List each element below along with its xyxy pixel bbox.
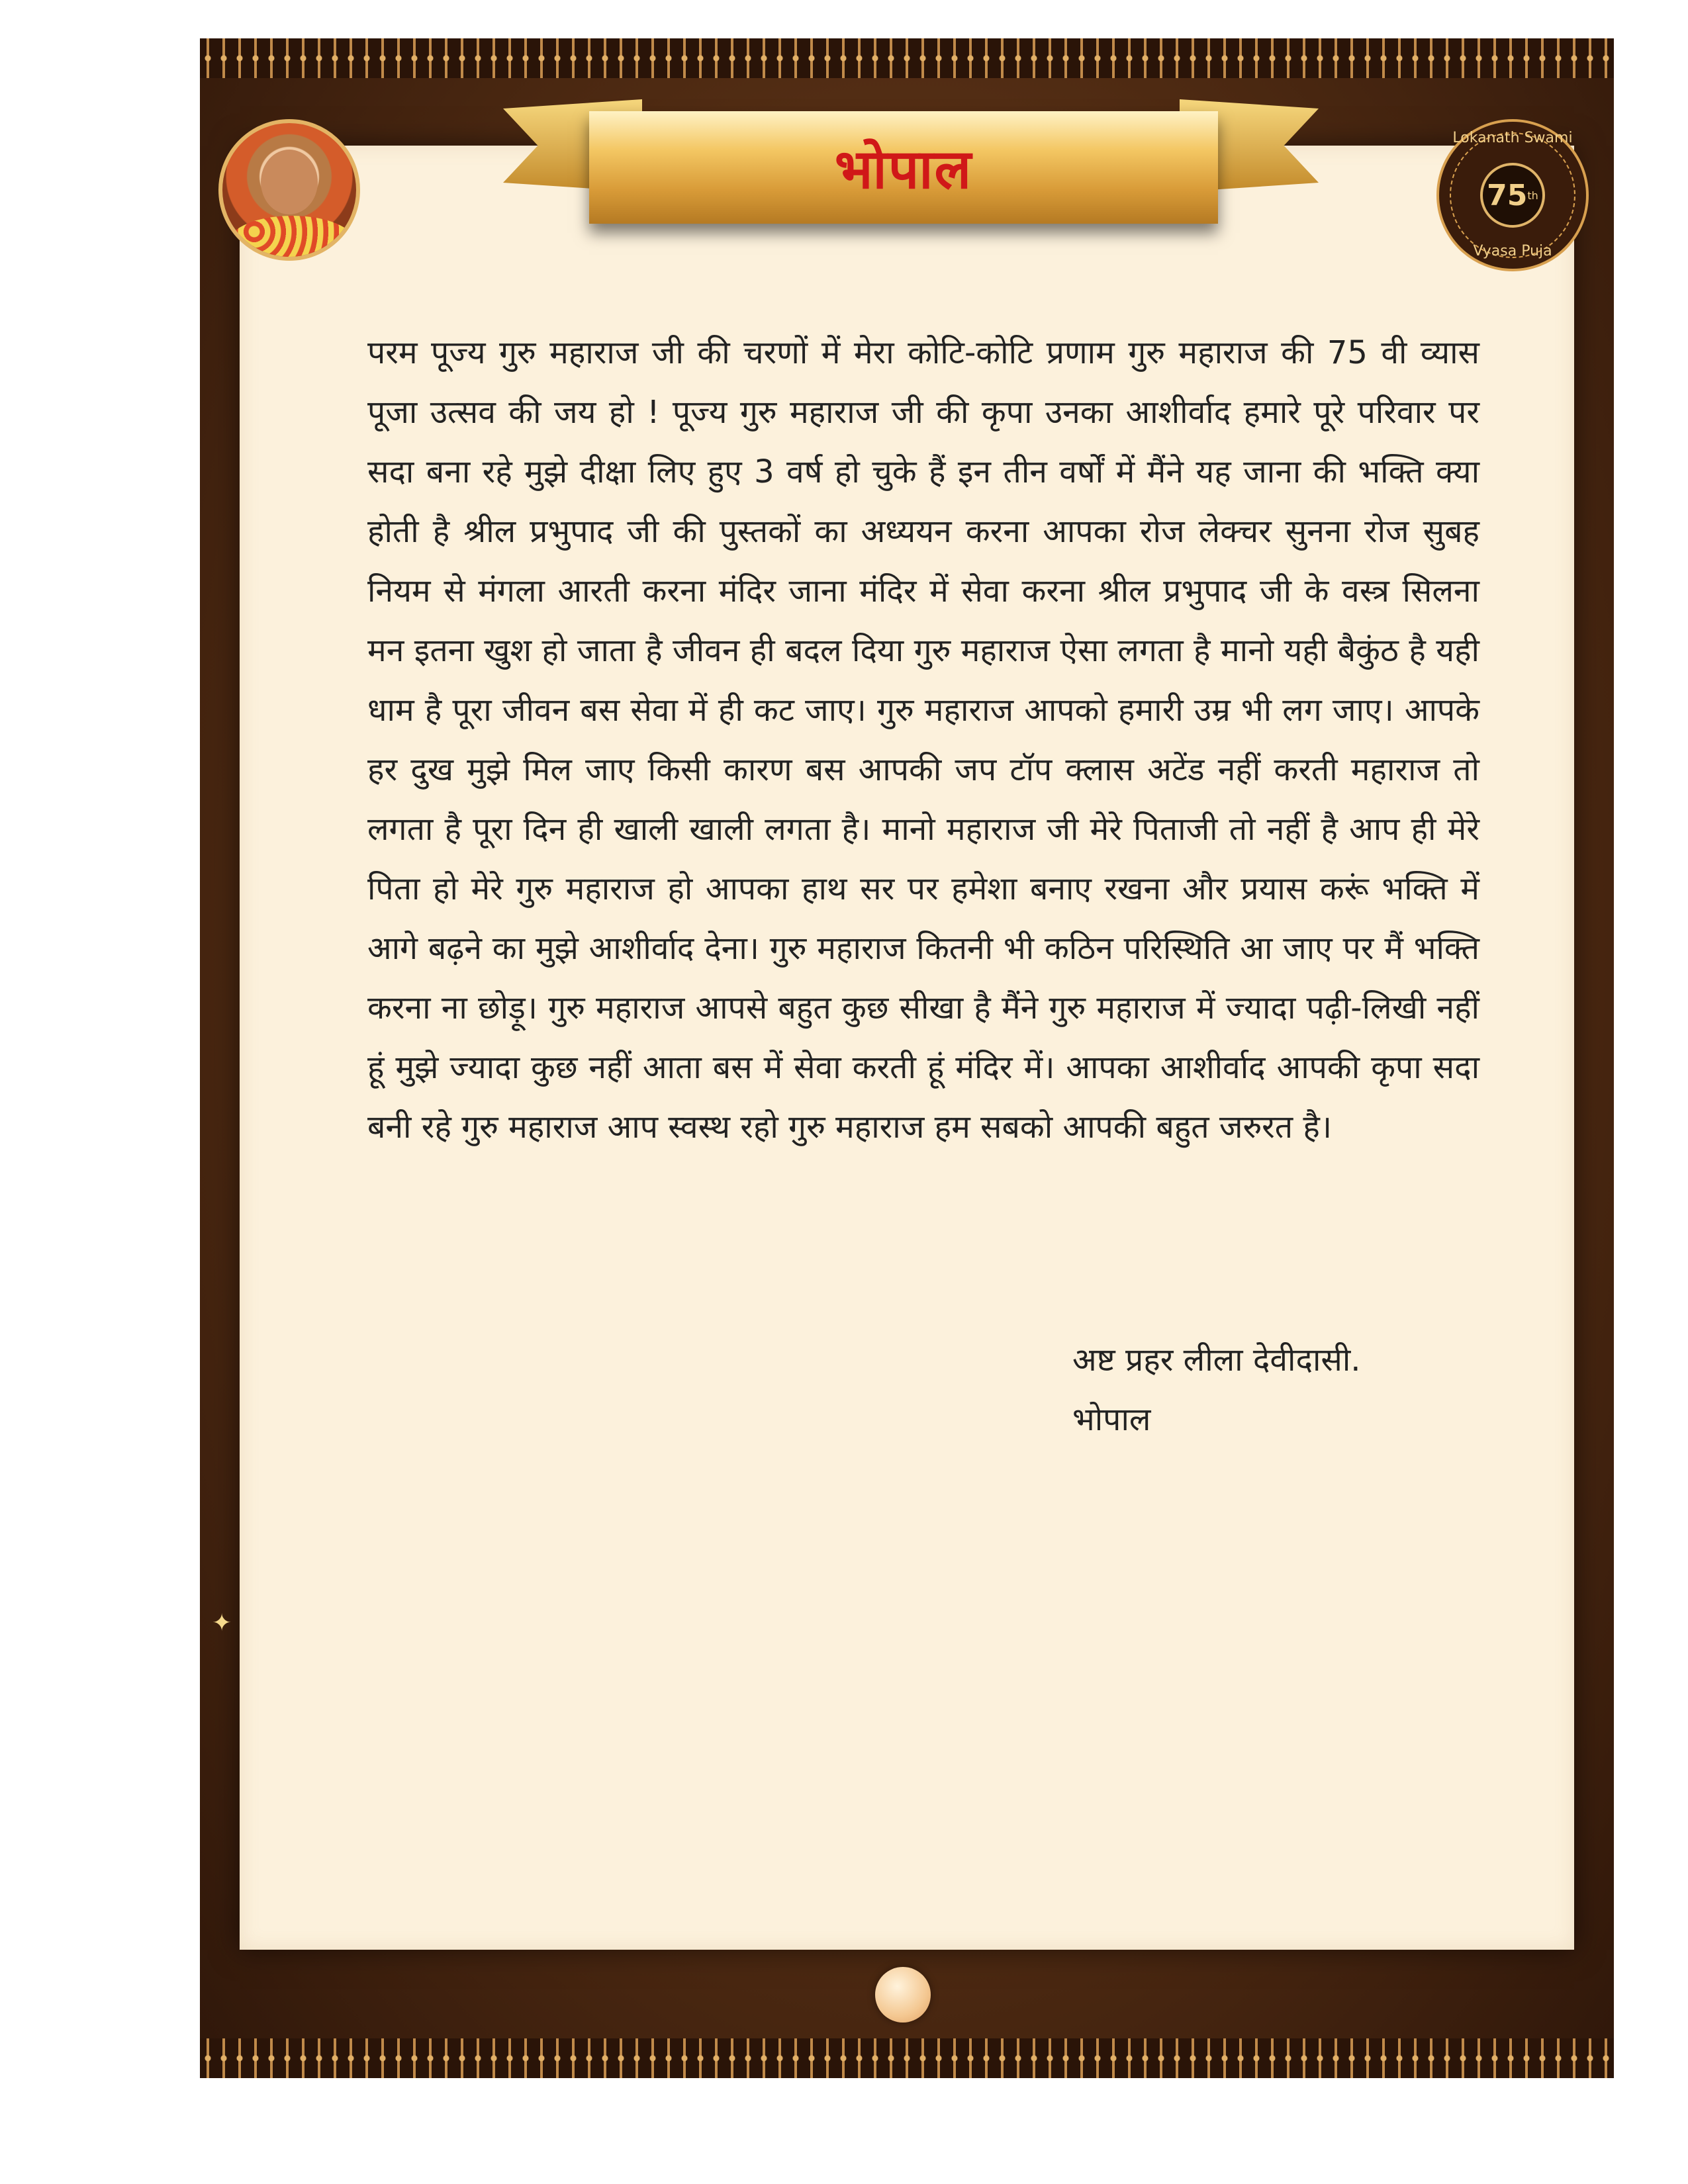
badge-top-text: Lokanath Swami	[1452, 130, 1573, 146]
vyasa-puja-badge	[1436, 119, 1589, 271]
bottom-border-band	[200, 2038, 1614, 2078]
signature-place: भोपाल	[1072, 1401, 1151, 1438]
title-ribbon	[589, 111, 1218, 224]
page-ornament	[875, 1967, 931, 2023]
portrait-face	[261, 150, 318, 214]
badge-number: 75	[1487, 178, 1528, 212]
signature-name: अष्ट प्रहर लीला देवीदासी.	[1072, 1342, 1361, 1379]
top-border-band	[200, 38, 1614, 78]
sparkle-icon: ✦	[212, 1610, 232, 1637]
guru-portrait	[218, 119, 360, 261]
badge-suffix: th	[1527, 189, 1538, 202]
portrait-garland	[229, 216, 355, 261]
page-title: भोपाल	[834, 138, 973, 201]
badge-bottom-text: Vyasa Puja	[1473, 243, 1552, 259]
letter-body: परम पूज्य गुरु महाराज जी की चरणों में मेरा कोटि-कोटि प्रणाम गुरु महाराज की 75 वी व्यास पूजा उत्सव की जय हो ! पूज्य गुरु महाराज जी की कृपा उनका आशीर्वाद हमारे पूरे परिवार पर सदा बना रहे मुझे दीक्षा लिए हुए 3 वर्ष हो चुके हैं इन तीन वर्षों में मैंने यह जाना की भक्ति क्या होती है श्रील प्रभुपाद जी की पुस्तकों का अध्ययन करना आपका रोज लेक्चर सुनना रोज सुबह नियम से मंगला आरती करना मंदिर जाना मंदिर में सेवा करना श्रील प्रभुपाद जी के वस्त्र सिलना मन इतना खुश हो जाता है जीवन ही बदल दिया गुरु महाराज ऐसा लगता है मानो यही बैकुंठ है यही धाम है पूरा जीवन बस सेवा में ही कट जाए। गुरु महाराज आपको हमारी उम्र भी लग जाए। आपके हर दुख मुझे मिल जाए किसी कारण बस आपकी जप टॉप क्लास अटेंड नहीं करती महाराज तो लगता है पूरा दिन ही खाली खाली लगता है। मानो महाराज जी मेरे पिताजी तो नहीं है आप ही मेरे पिता हो मेरे गुरु महाराज हो आपका हाथ सर पर हमेशा बनाए रखना और प्रयास करूं भक्ति में आगे बढ़ने का मुझे आशीर्वाद देना। गुरु महाराज कितनी भी कठिन परिस्थिति आ जाए पर मैं भक्ति करना ना छोड़ू। गुरु महाराज आपसे बहुत कुछ सीखा है मैंने गुरु महाराज में ज्यादा पढ़ी-लिखी नहीं हूं मुझे ज्यादा कुछ नहीं आता बस में सेवा करती हूं मंदिर में। आपका आशीर्वाद आपकी कृपा सदा बनी रहे गुरु महाराज आप स्वस्थ रहो गुरु महाराज हम सबको आपकी बहुत जरुरत है।	[367, 334, 1479, 1146]
signature-block	[1072, 1330, 1361, 1449]
badge-center	[1480, 163, 1545, 228]
